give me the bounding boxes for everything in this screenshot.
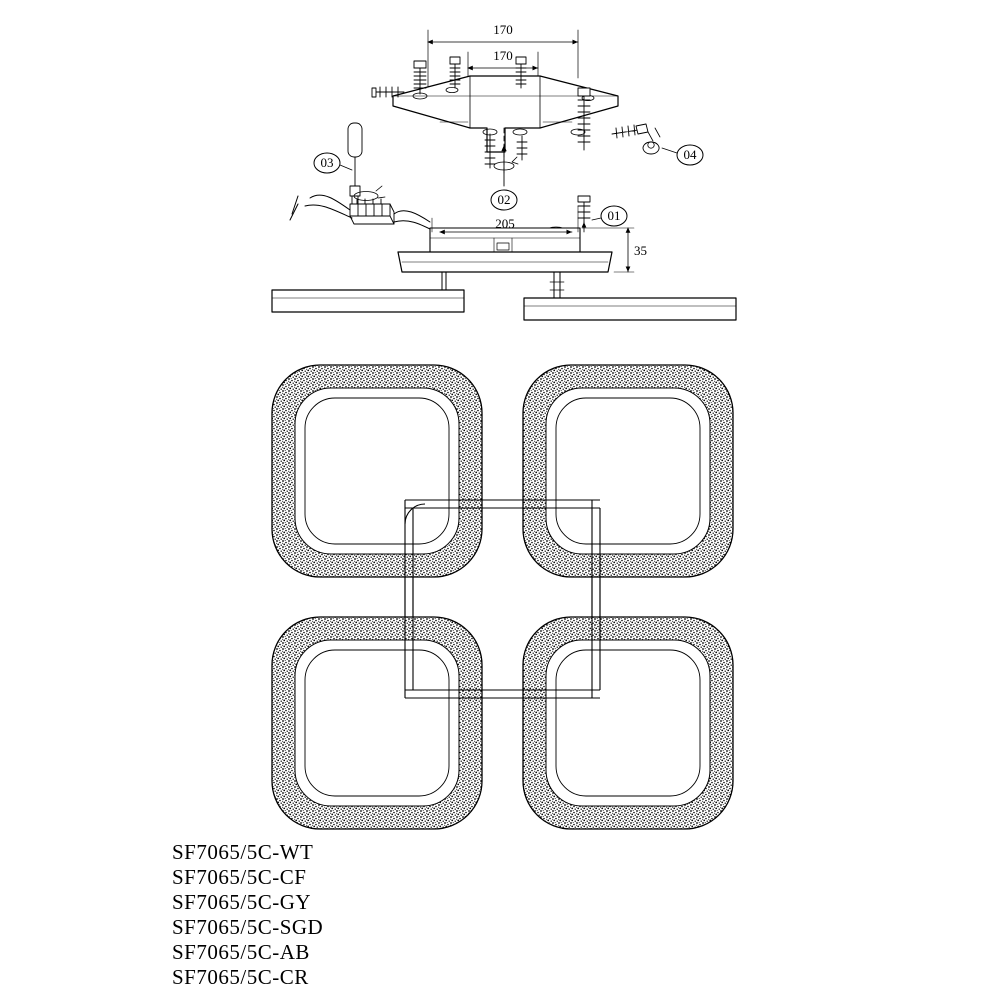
model-code-item: SF7065/5C-CR [172, 965, 309, 989]
ring-top-right [523, 365, 733, 577]
balloon-04-label: 04 [683, 147, 697, 162]
balloon-03-label: 03 [320, 155, 334, 170]
dimension-205: 205 [495, 216, 515, 231]
ring-bottom-right [523, 617, 733, 829]
model-code-item: SF7065/5C-WT [172, 840, 314, 864]
dimension-170-lower: 170 [493, 48, 513, 63]
ring-bottom-left [272, 617, 482, 829]
balloon-01-label: 01 [607, 208, 621, 223]
ring-top-left [272, 365, 482, 577]
model-code-item: SF7065/5C-AB [172, 940, 310, 964]
model-code-item: SF7065/5C-CF [172, 865, 307, 889]
model-code-item: SF7065/5C-SGD [172, 915, 324, 939]
dimension-170-upper: 170 [493, 22, 513, 37]
model-code-list [172, 840, 592, 990]
balloon-02-label: 02 [497, 192, 511, 207]
dimension-35: 35 [634, 243, 647, 258]
model-code-item: SF7065/5C-GY [172, 890, 312, 914]
